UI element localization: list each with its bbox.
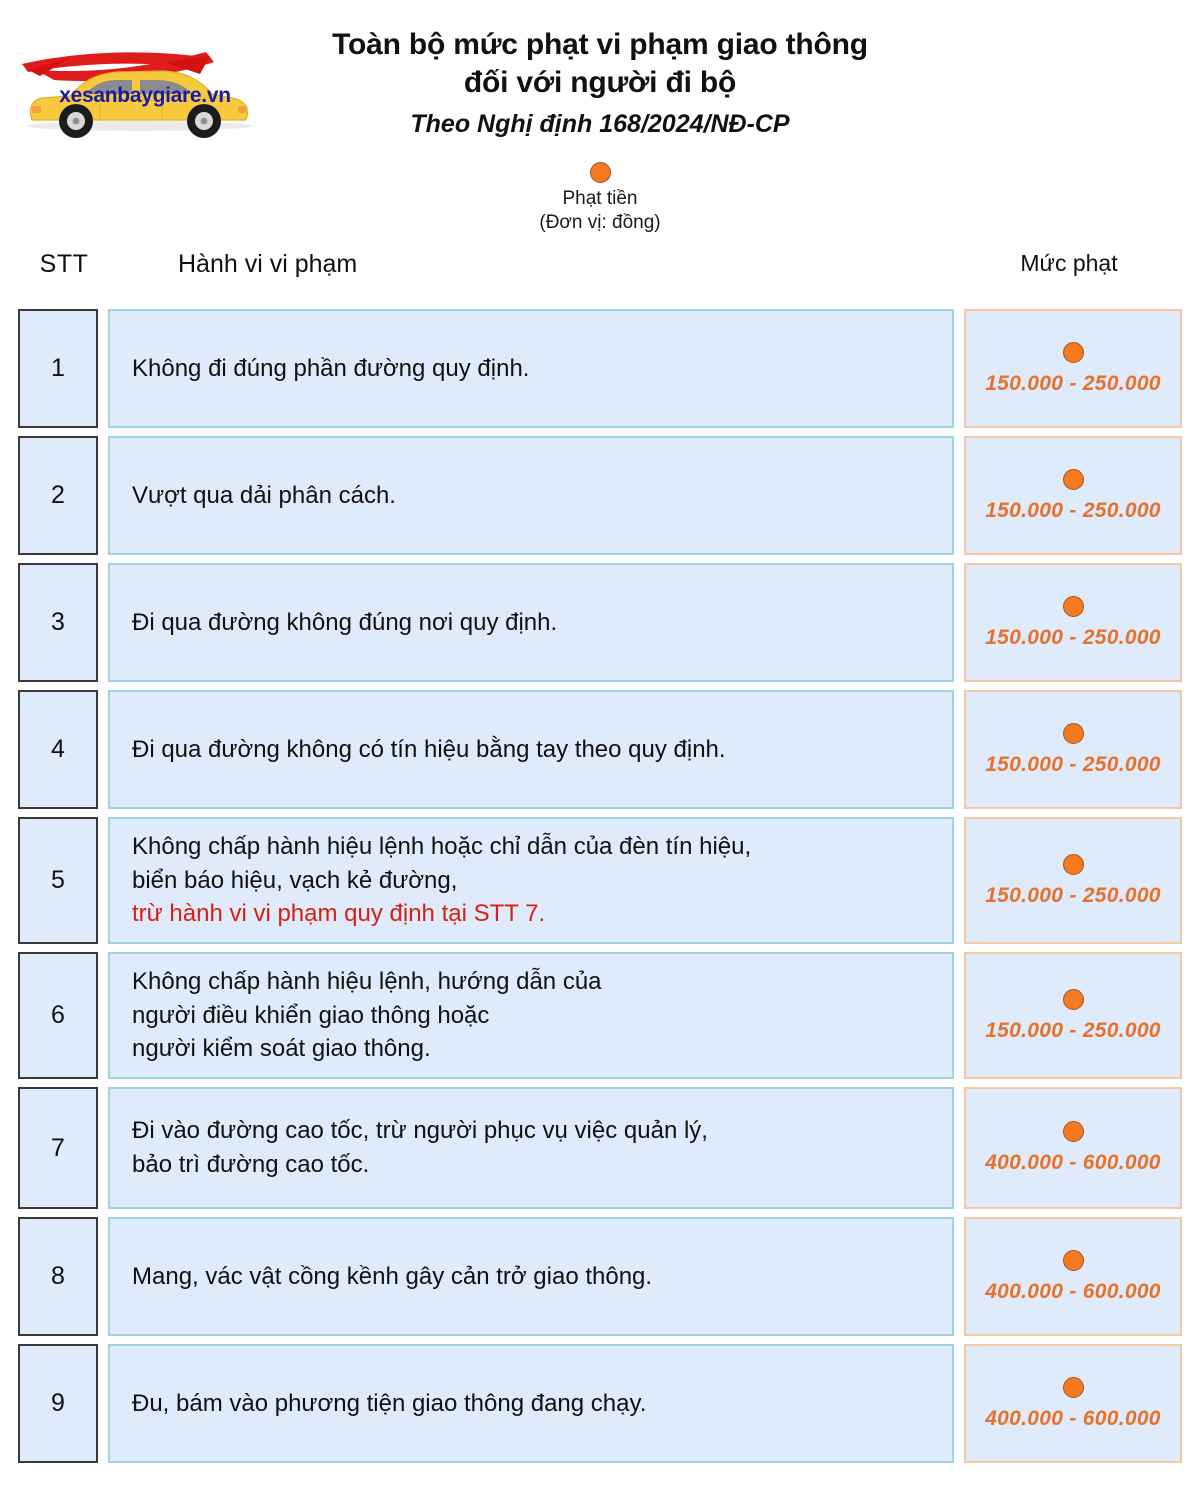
behavior-cell [108,817,954,944]
column-header-fine: Mức phạt [1020,250,1118,276]
legend-label-line1: Phạt tiền [562,188,638,209]
fine-dot-icon [1063,1121,1084,1142]
page-title-line2: đối với người đi bộ [463,65,737,99]
legend [470,162,730,235]
fine-dot-icon [1063,1377,1084,1398]
table-row [0,305,1200,432]
behavior-line: Đi qua đường không có tín hiệu bằng tay theo quy định. [132,735,726,763]
behavior-line: Mang, vác vật cồng kềnh gây cản trở giao thông. [132,1262,653,1290]
table-row [0,813,1200,948]
behavior-line-highlighted: trừ hành vi vi phạm quy định tại STT 7. [132,900,546,928]
fine-amount: 150.000 - 250.000 [985,1018,1161,1042]
row-index-cell: 5 [18,817,98,944]
fine-amount: 400.000 - 600.000 [985,1279,1161,1303]
fine-dot-icon [1063,469,1084,490]
fine-amount: 400.000 - 600.000 [985,1406,1161,1430]
behavior-cell [108,1344,954,1463]
table-row [0,1213,1200,1340]
behavior-text [132,1114,708,1181]
behavior-cell [108,436,954,555]
behavior-line: biển báo hiệu, vạch kẻ đường, [132,866,458,894]
behavior-text [132,479,396,513]
fine-cell [964,690,1182,809]
behavior-cell [108,309,954,428]
table-row [0,948,1200,1083]
behavior-text [132,606,557,640]
column-header-stt: STT [39,250,89,278]
fine-cell [964,436,1182,555]
behavior-text [132,1387,646,1421]
fine-cell [964,952,1182,1079]
fine-dot-icon [1063,854,1084,875]
fine-dot-icon [1063,723,1084,744]
behavior-line: Đi qua đường không đúng nơi quy định. [132,608,558,636]
penalty-table [0,305,1200,1467]
legend-label-line2: (Đơn vị: đồng) [539,211,661,233]
legend-dot-icon [590,162,611,183]
row-index-cell: 1 [18,309,98,428]
row-index-cell: 8 [18,1217,98,1336]
fine-amount: 150.000 - 250.000 [985,498,1161,522]
fine-amount: 150.000 - 250.000 [985,752,1161,776]
fine-dot-icon [1063,342,1084,363]
row-index-cell: 9 [18,1344,98,1463]
behavior-line: Đu, bám vào phương tiện giao thông đang chạy. [132,1389,647,1417]
behavior-cell [108,690,954,809]
page-title-line1: Toàn bộ mức phạt vi phạm giao thông [332,28,868,61]
behavior-text [132,733,726,767]
behavior-line: Không chấp hành hiệu lệnh hoặc chỉ dẫn của đèn tín hiệu, [132,833,752,861]
behavior-text [132,830,751,931]
row-index-cell: 2 [18,436,98,555]
page-subtitle: Theo Nghị định 168/2024/NĐ-CP [410,110,790,138]
fine-cell [964,817,1182,944]
fine-amount: 150.000 - 250.000 [985,883,1161,907]
site-logo [14,22,264,152]
behavior-line: Đi vào đường cao tốc, trừ người phục vụ việc quản lý, [132,1117,708,1145]
table-row [0,686,1200,813]
behavior-text [132,352,529,386]
fine-amount: 150.000 - 250.000 [985,625,1161,649]
fine-cell [964,563,1182,682]
title-block [240,26,960,139]
table-row [0,559,1200,686]
behavior-cell [108,1217,954,1336]
fine-cell [964,1087,1182,1209]
behavior-line: người điều khiển giao thông hoặc [132,1001,490,1029]
fine-cell [964,1344,1182,1463]
fine-amount: 400.000 - 600.000 [985,1151,1161,1174]
row-index-cell: 4 [18,690,98,809]
behavior-line: bảo trì đường cao tốc. [132,1151,370,1178]
fine-dot-icon [1063,989,1084,1010]
behavior-cell [108,563,954,682]
behavior-line: Không đi đúng phần đường quy định. [132,354,530,382]
behavior-line: người kiểm soát giao thông. [132,1035,431,1063]
table-row [0,432,1200,559]
behavior-line: Không chấp hành hiệu lệnh, hướng dẫn của [132,968,602,996]
fine-amount: 150.000 - 250.000 [985,371,1161,395]
row-index-cell: 6 [18,952,98,1079]
fine-dot-icon [1063,596,1084,617]
page-header [0,0,1200,250]
fine-cell [964,309,1182,428]
fine-cell [964,1217,1182,1336]
table-row [0,1340,1200,1467]
row-index-cell: 3 [18,563,98,682]
table-row [0,1083,1200,1213]
logo-brand-text: xesanbaygiare.vn [59,84,231,107]
behavior-cell [108,952,954,1079]
behavior-text [132,965,602,1066]
behavior-text [132,1260,652,1294]
fine-dot-icon [1063,1250,1084,1271]
column-header-behavior: Hành vi vi phạm [178,250,358,278]
column-headers [0,250,1200,298]
row-index-cell: 7 [18,1087,98,1209]
behavior-cell [108,1087,954,1209]
behavior-line: Vượt qua dải phân cách. [132,481,396,509]
